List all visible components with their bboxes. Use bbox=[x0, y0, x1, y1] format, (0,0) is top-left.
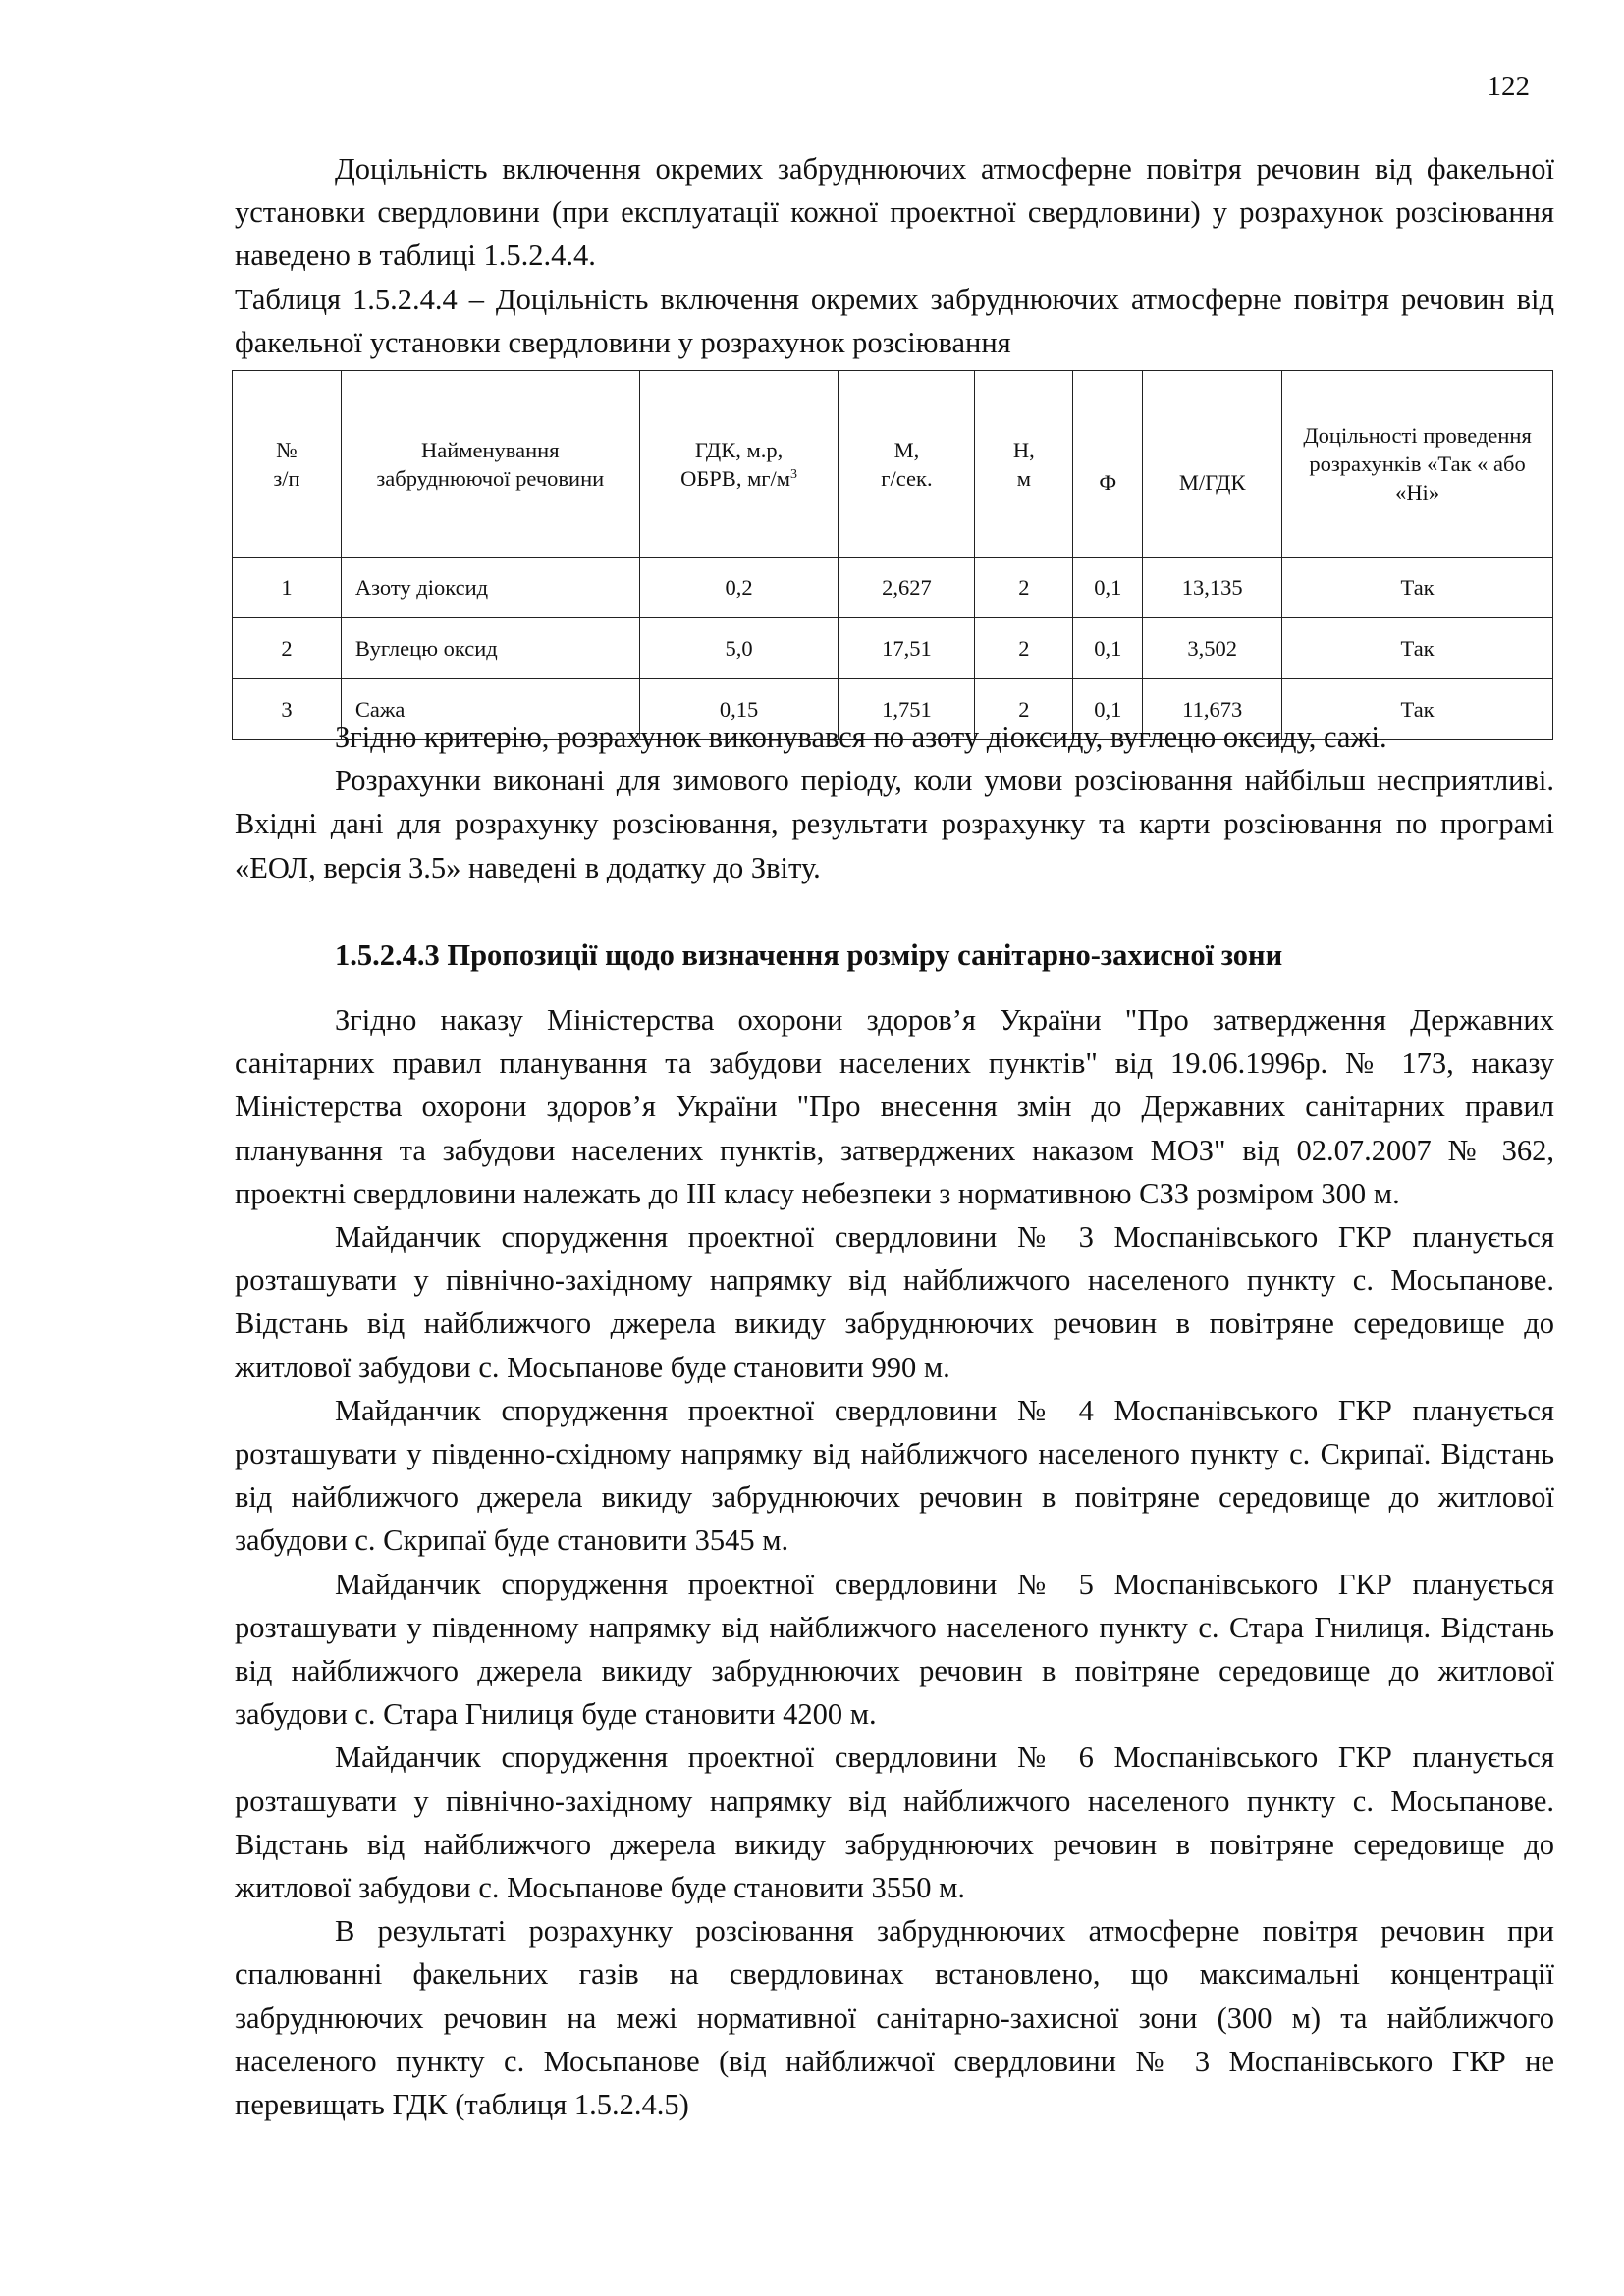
paragraph: Майданчик спорудження проектної свердловини № 4 Моспанівського ГКР планується розташувати у південно-східному напрямку від найближчого населеного пункту с. Скрипаї. Відстань від найближчого джерела викиду забруднюючих речовин в повітряне середовище до житлової забудови с. Скрипаї буде становити 3545 м. bbox=[235, 1393, 1554, 1558]
paragraph: Майданчик спорудження проектної свердловини № 5 Моспанівського ГКР планується розташувати у південному напрямку від найближчого населеного пункту с. Стара Гнилиця. Відстань від найближчого джерела викиду забруднюючих речовин в повітряне середовище до житлової забудови с. Стара Гнилиця буде становити 4200 м. bbox=[235, 1567, 1554, 1732]
cell-number: 1 bbox=[233, 558, 342, 618]
header-substance-name: Найменування забруднюючої речовини bbox=[341, 371, 639, 558]
cell-m-gdk: 13,135 bbox=[1143, 558, 1282, 618]
paragraph: В результаті розрахунку розсіювання забруднюючих атмосферне повітря речовин при спалюванні факельних газів на свердловинах встановлено, що максимальні концентрації забруднюючих речовин на межі нормативної санітарно-захисної зони (300 м) та найближчого населеного пункту с. Мосьпанове (від найближчої свердловини № 3 Моспанівського ГКР не перевищать ГДК (таблиця 1.5.2.4.5) bbox=[235, 1914, 1554, 2122]
cell-phi: 0,1 bbox=[1073, 679, 1143, 740]
table-header-row bbox=[233, 371, 1553, 558]
cell-number: 2 bbox=[233, 618, 342, 679]
paragraph: Майданчик спорудження проектної свердловини № 3 Моспанівського ГКР планується розташувати у північно-західному напрямку від найближчого населеного пункту с. Мосьпанове. Відстань від найближчого джерела викиду забруднюючих речовин в повітряне середовище до житлової забудови с. Мосьпанове буде становити 990 м. bbox=[235, 1220, 1554, 1384]
page-number: 122 bbox=[1487, 71, 1530, 102]
section-heading: 1.5.2.4.3 Пропозиції щодо визначення розміру санітарно-захисної зони bbox=[335, 938, 1283, 972]
cell-m-gdk: 3,502 bbox=[1143, 618, 1282, 679]
paragraph: Згідно наказу Міністерства охорони здоров’я України "Про затвердження Державних санітарних правил планування та забудови населених пунктів" від 19.06.1996р. № 173, наказу Міністерства охорони здоров’я України "Про внесення змін до Державних санітарних правил планування та забудови населених пунктів, затверджених наказом МОЗ" від 02.07.2007 № 362, проектні свердловини належать до III класу небезпеки з нормативною СЗЗ розміром 300 м. bbox=[235, 1003, 1554, 1210]
intro-block bbox=[235, 147, 1554, 364]
header-m-gdk: М/ГДК bbox=[1143, 371, 1282, 558]
cell-substance-name: Азоту діоксид bbox=[341, 558, 639, 618]
cell-decision: Так bbox=[1282, 558, 1553, 618]
header-gdk: ГДК, м.р, ОБРВ, $мг/м^3$ bbox=[639, 371, 839, 558]
cell-h: 2 bbox=[975, 558, 1073, 618]
cell-gdk: 0,2 bbox=[639, 558, 839, 618]
cell-substance-name: Вуглецю оксид bbox=[341, 618, 639, 679]
cell-h: 2 bbox=[975, 679, 1073, 740]
header-h: Н, м bbox=[975, 371, 1073, 558]
emissions-table bbox=[232, 370, 1553, 740]
paragraph: Майданчик спорудження проектної свердловини № 6 Моспанівського ГКР планується розташувати у північно-західному напрямку від найближчого населеного пункту с. Мосьпанове. Відстань від найближчого джерела викиду забруднюючих речовин в повітряне середовище до житлової забудови с. Мосьпанове буде становити 3550 м. bbox=[235, 1740, 1554, 1905]
table-caption: Таблиця 1.5.2.4.4 – Доцільність включення окремих забруднюючих атмосферне повітря речовин від факельної установки свердловини у розрахунок розсіювання bbox=[235, 282, 1554, 359]
cell-m: 1,751 bbox=[839, 679, 975, 740]
table-row bbox=[233, 558, 1553, 618]
section-body bbox=[235, 998, 1554, 2126]
cell-gdk: 5,0 bbox=[639, 618, 839, 679]
cell-phi: 0,1 bbox=[1073, 618, 1143, 679]
cell-m: 2,627 bbox=[839, 558, 975, 618]
header-decision: Доцільності проведення розрахунків «Так « або «Ні» bbox=[1282, 371, 1553, 558]
cell-substance-name: Сажа bbox=[341, 679, 639, 740]
cell-gdk: 0,15 bbox=[639, 679, 839, 740]
cell-m: 17,51 bbox=[839, 618, 975, 679]
after-table-block bbox=[235, 716, 1554, 889]
header-m: М, г/сек. bbox=[839, 371, 975, 558]
cell-decision: Так bbox=[1282, 618, 1553, 679]
criterion-paragraph: Згідно критерію, розрахунок виконувався по азоту діоксиду, вуглецю оксиду, сажі. bbox=[335, 721, 1387, 754]
calculation-paragraph: Розрахунки виконані для зимового періоду, коли умови розсіювання найбільш несприятливі. Вхідні дані для розрахунку розсіювання, результати розрахунку та карти розсіювання по програмі «ЕОЛ, версія 3.5» наведені в додатку до Звіту. bbox=[235, 764, 1554, 884]
cell-number: 3 bbox=[233, 679, 342, 740]
cell-decision: Так bbox=[1282, 679, 1553, 740]
header-phi: Ф bbox=[1073, 371, 1143, 558]
intro-paragraph: Доцільність включення окремих забруднюючих атмосферне повітря речовин від факельної установки свердловини (при експлуатації кожної проектної свердловини) у розрахунок розсіювання наведено в таблиці 1.5.2.4.4. bbox=[235, 152, 1554, 273]
cell-m-gdk: 11,673 bbox=[1143, 679, 1282, 740]
cell-h: 2 bbox=[975, 618, 1073, 679]
section-block bbox=[235, 934, 1554, 977]
table-row bbox=[233, 618, 1553, 679]
cell-phi: 0,1 bbox=[1073, 558, 1143, 618]
header-number: № з/п bbox=[233, 371, 342, 558]
